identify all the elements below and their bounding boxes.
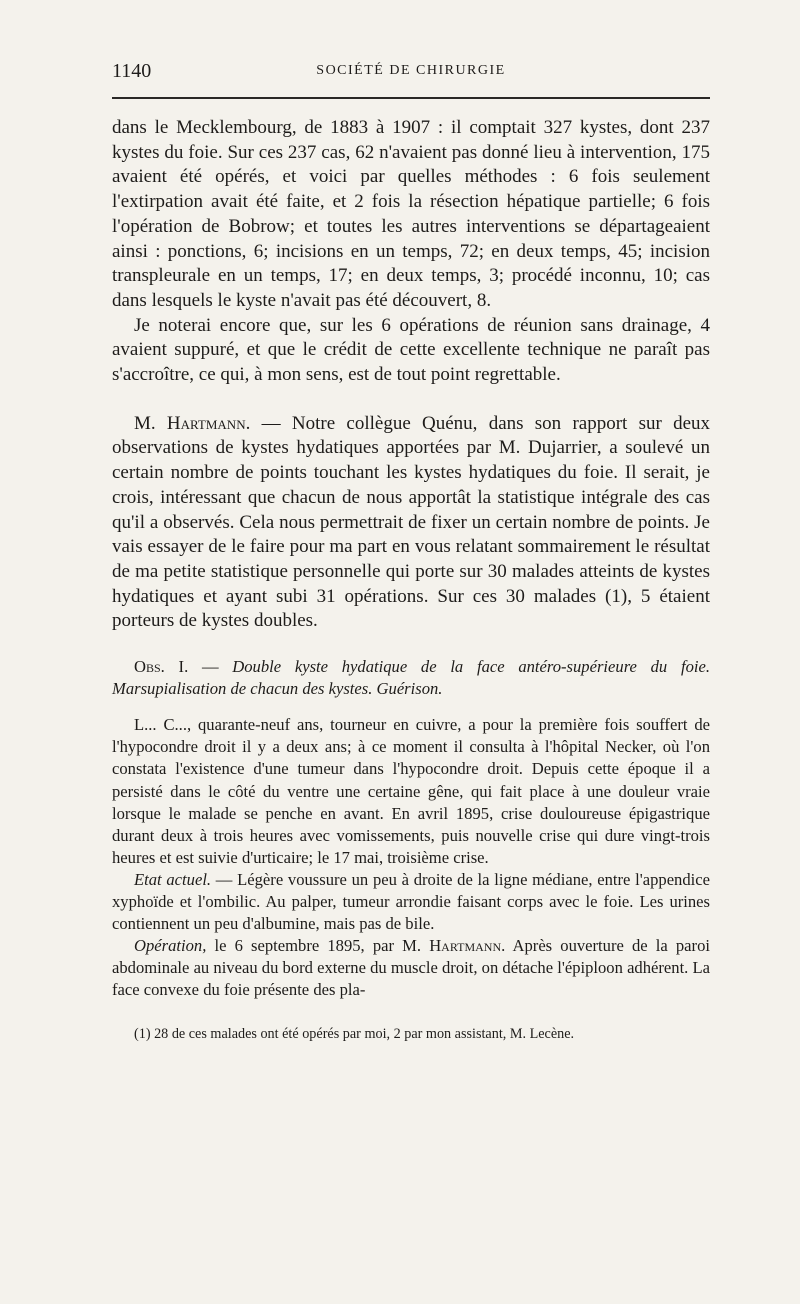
paragraph-case-history: L... C..., quarante-neuf ans, tourneur en cuivre, a pour la première fois souffert de l'hypocondre droit il y a deux ans; à ce moment il consulta à l'hôpital Necker, où l'on constata l'existence d'une tumeur dans l'hypocondre droit. Depuis cette époque il a persisté dans le côté du ventre une certaine gêne, qui fait place à une douleur vraie lorsque le malade se penche en avant. En avril 1895, crise douloureuse épigastrique durant deux à trois heures avec vomissements, puis nouvelle crise qui dure vingt-trois heures et est suivie d'urticaire; le 17 mai, troisième crise. [112, 715, 710, 867]
paragraph-statistics: dans le Mecklembourg, de 1883 à 1907 : il comptait 327 kystes, dont 237 kystes du foie. Sur ces 237 cas, 62 n'avaient pas donné lieu à intervention, 175 avaient été opérés, et voici par quelles méthodes : 6 fois seulement l'extirpation avait été faite, et 2 fois la résection hépatique partielle; 6 fois l'opération de Bobrow; et toutes les autres interventions se départageaient ainsi : ponctions, 6; incisions en un temps, 72; en deux temps, 45; incision transpleurale en un temps, 17; en deux temps, 3; procédé inconnu, 10; cas dans lesquels le kyste n'avait pas été découvert, 8. [112, 117, 710, 311]
operation-text-before: le 6 septembre 1895, par M. [206, 936, 430, 956]
page-header [112, 60, 710, 86]
operation-text-after: . Après ouverture de la paroi abdominale au niveau du bord externe du muscle droit, on détache l'épiploon adhérent. La face convexe du foie présente des pla- [112, 936, 710, 1000]
hartmann-text: . — Notre collègue Quénu, dans son rapport sur deux observations de kystes hydatiques apportées par M. Dujarrier, a soulevé un certain nombre de points touchant les kystes hydatiques du foie. Il serait, je crois, intéressant que chacun de nous apportât la statistique intégrale des cas qu'il a observés. Cela nous permettrait de fixer un certain nombre de points. Je vais essayer de le faire pour ma part en vous relatant sommairement le résultat de ma petite statistique personnelle qui porte sur 30 malades atteints de kystes hydatiques et ayant subi 31 opérations. Sur ces 30 malades (1), 5 étaient porteurs de kystes doubles. [112, 412, 710, 632]
etat-text: — Légère voussure un peu à droite de la ligne médiane, entre l'appendice xyphoïde et l'ombilic. Au palper, tumeur arrondie faisant corps avec le foie. Les urines contiennent un peu d'albumine, mais pas de bile. [112, 869, 710, 934]
observation-heading [112, 656, 710, 700]
paragraph-etat-actuel [112, 869, 710, 935]
etat-label: Etat actuel. [134, 869, 212, 889]
operation-surgeon: Hartmann [429, 936, 502, 956]
observation-label: Obs. I. [134, 657, 189, 677]
paragraph-operation [112, 935, 710, 1001]
footnote: (1) 28 de ces malades ont été opérés par moi, 2 par mon assistant, M. Lecène. [134, 1026, 575, 1043]
page-body [112, 116, 710, 1045]
header-rule [112, 97, 710, 99]
speaker-name: Hartmann [166, 412, 246, 434]
observation-title: Double kyste hydatique de la face antéro-supérieure du foie. Marsupialisation de chacun des kystes. Guérison. [112, 657, 710, 699]
speaker-prefix: M. [134, 412, 156, 434]
page-number: 1140 [112, 60, 152, 82]
observation-dash: — [188, 657, 233, 677]
paragraph-remark: Je noterai encore que, sur les 6 opérations de réunion sans drainage, 4 avaient suppuré, et que le crédit de cette excellente technique ne paraît pas s'accroître, ce qui, à mon sens, est de tout point regrettable. [112, 314, 710, 386]
paragraph-hartmann [112, 412, 710, 634]
operation-label: Opération, [134, 936, 207, 956]
running-title: SOCIÉTÉ DE CHIRURGIE [316, 63, 506, 78]
